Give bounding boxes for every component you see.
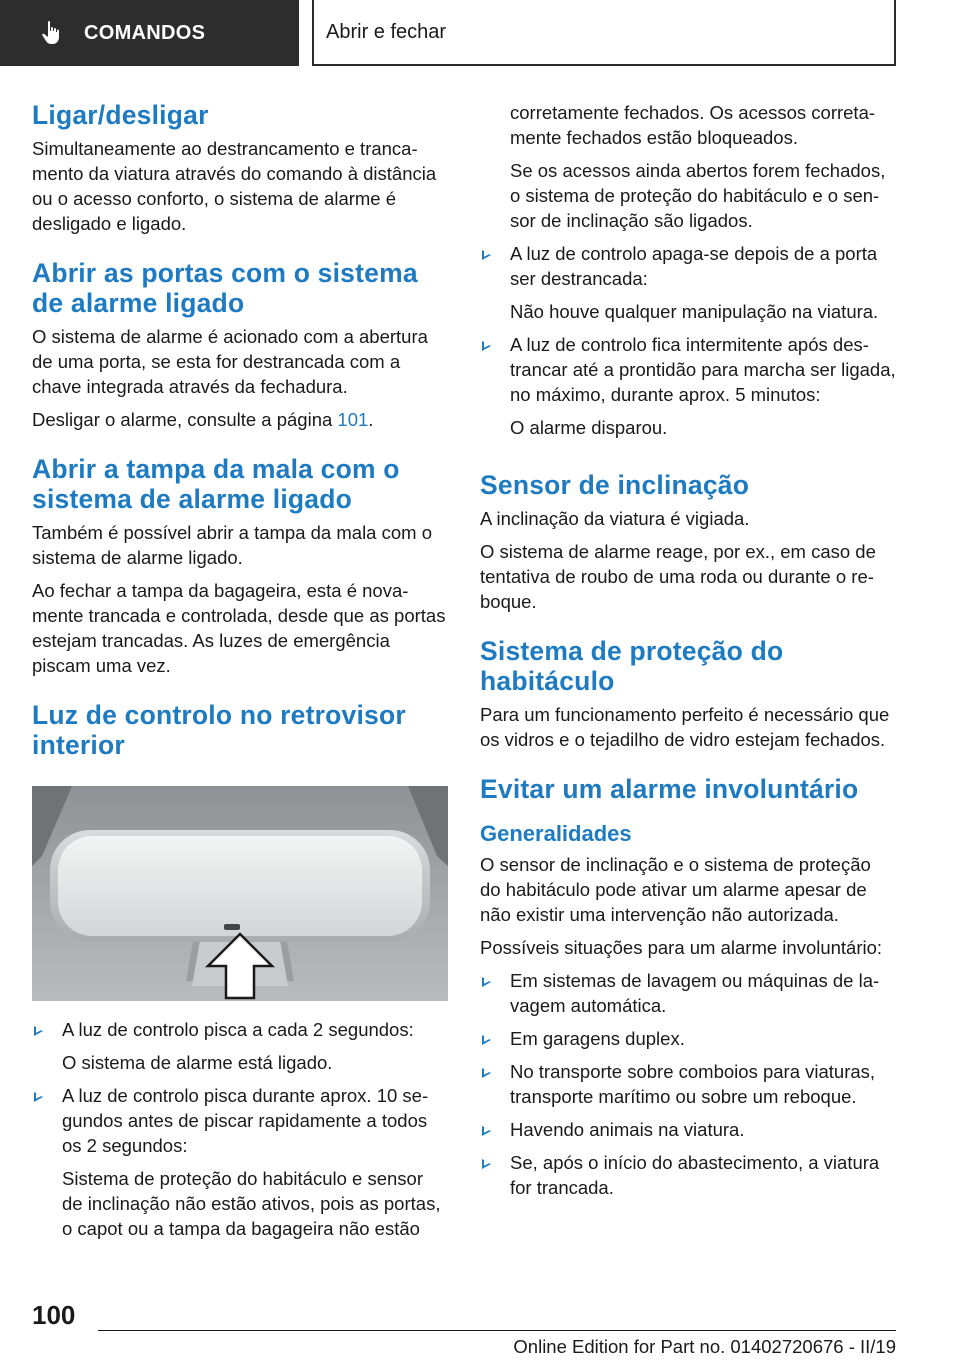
left-column [32,100,448,1249]
chapter-title: Abrir e fechar [312,0,896,66]
paragraph: A inclinação da viatura é vigiada. [480,508,750,529]
list-item [480,1059,896,1109]
triangle-bullet-icon [484,341,492,349]
bullet-text: Em sistemas de lavagem ou máquinas de lavagem automática. [510,970,880,1016]
triangle-bullet-icon [484,1068,492,1076]
right-column [480,100,896,1208]
heading-luz-controlo: Luz de controlo no retrovisor interior [32,700,406,760]
heading-evitar-alarme: Evitar um alarme involuntário [480,774,859,804]
page-number: 100 [32,1300,76,1330]
paragraph: Também é possível abrir a tampa da mala com o sistema de alarme ligado. [32,522,432,568]
rearview-mirror-figure [32,786,448,1001]
bullet-detail: O sistema de alarme está ligado. [62,1052,333,1073]
reference-end: . [368,409,374,430]
section-tab [0,0,299,66]
bullet-detail: Não houve qualquer manipulação na viatura. [510,301,879,322]
bullet-text: A luz de controlo apaga-se depois de a porta ser destrancada: [510,243,878,289]
paragraph-reference [32,407,448,432]
bullet-text: Em garagens duplex. [510,1028,685,1049]
list-item [480,1117,896,1142]
heading-sistema-protecao: Sistema de proteção do habitáculo [480,636,784,696]
bullet-text: A luz de controlo pisca a cada 2 segundos: [62,1019,414,1040]
list-item [32,1083,448,1158]
list-item [480,1150,896,1200]
bullet-detail: Sistema de proteção do habitáculo e sensor de inclinação não estão ativos, pois as portas, o capot ou a tampa da bagageira não estão [62,1168,441,1239]
hand-pointer-icon [40,20,64,46]
page-header [0,0,960,66]
heading-abrir-portas: Abrir as portas com o sistema de alarme ligado [32,258,418,318]
bullet-detail: Se os acessos ainda abertos forem fechados, o sistema de proteção do habitáculo e o sensor de inclinação são ligados. [510,160,886,231]
footer-divider [98,1330,896,1331]
bullet-detail-continued: corretamente fechados. Os acessos corretamente fechados estão bloqueados. [510,102,876,148]
list-item [32,1017,448,1042]
heading-abrir-tampa-mala: Abrir a tampa da mala com o sistema de alarme ligado [32,454,400,514]
heading-ligar-desligar: Ligar/desligar [32,100,209,130]
reference-text: Desligar o alarme, consulte a página [32,409,338,430]
paragraph: Possíveis situações para um alarme involuntário: [480,937,883,958]
paragraph: Simultaneamente ao destrancamento e trancamento da viatura através do comando à distância ou o acesso conforto, o sistema de alarme é desligado e ligado. [32,138,437,234]
triangle-bullet-icon [36,1092,44,1100]
paragraph: O sistema de alarme reage, por ex., em caso de tentativa de roubo de uma roda ou durante o reboque. [480,541,876,612]
bullet-text: Se, após o início do abastecimento, a viatura for trancada. [510,1152,880,1198]
list-item [480,968,896,1018]
paragraph: O sensor de inclinação e o sistema de proteção do habitáculo pode ativar um alarme apesar de não existir uma intervenção não autorizada. [480,854,871,925]
bullet-detail: O alarme disparou. [510,417,668,438]
triangle-bullet-icon [484,1159,492,1167]
heading-sensor-inclinacao: Sensor de inclinação [480,470,750,500]
bullet-text: A luz de controlo fica intermitente após destrancar até a prontidão para marcha ser ligada, no máximo, durante aprox. 5 minutos: [510,334,896,405]
edition-note: Online Edition for Part no. 01402720676 - II/19 [513,1336,896,1357]
list-item [480,241,896,291]
bullet-text: Havendo animais na viatura. [510,1119,745,1140]
paragraph: O sistema de alarme é acionado com a abertura de uma porta, se esta for destrancada com a chave integrada através da fechadura. [32,326,428,397]
paragraph: Ao fechar a tampa da bagageira, esta é novamente trancada e controlada, desde que as portas estejam trancadas. As luzes de emergência piscam uma vez. [32,580,446,676]
triangle-bullet-icon [484,1126,492,1134]
paragraph: Para um funcionamento perfeito é necessário que os vidros e o tejadilho de vidro estejam fechados. [480,704,890,750]
section-label: COMANDOS [84,21,206,44]
list-item [480,332,896,407]
page-link-101[interactable]: 101 [337,409,369,430]
list-item [480,1026,896,1051]
bullet-text: No transporte sobre comboios para viaturas, transporte marítimo ou sobre um reboque. [510,1061,876,1107]
subheading-generalidades: Generalidades [480,821,632,846]
bullet-text: A luz de controlo pisca durante aprox. 10 segundos antes de piscar rapidamente a todos os 2 segundos: [62,1085,429,1156]
triangle-bullet-icon [36,1026,44,1034]
triangle-bullet-icon [484,977,492,985]
triangle-bullet-icon [484,1035,492,1043]
triangle-bullet-icon [484,250,492,258]
